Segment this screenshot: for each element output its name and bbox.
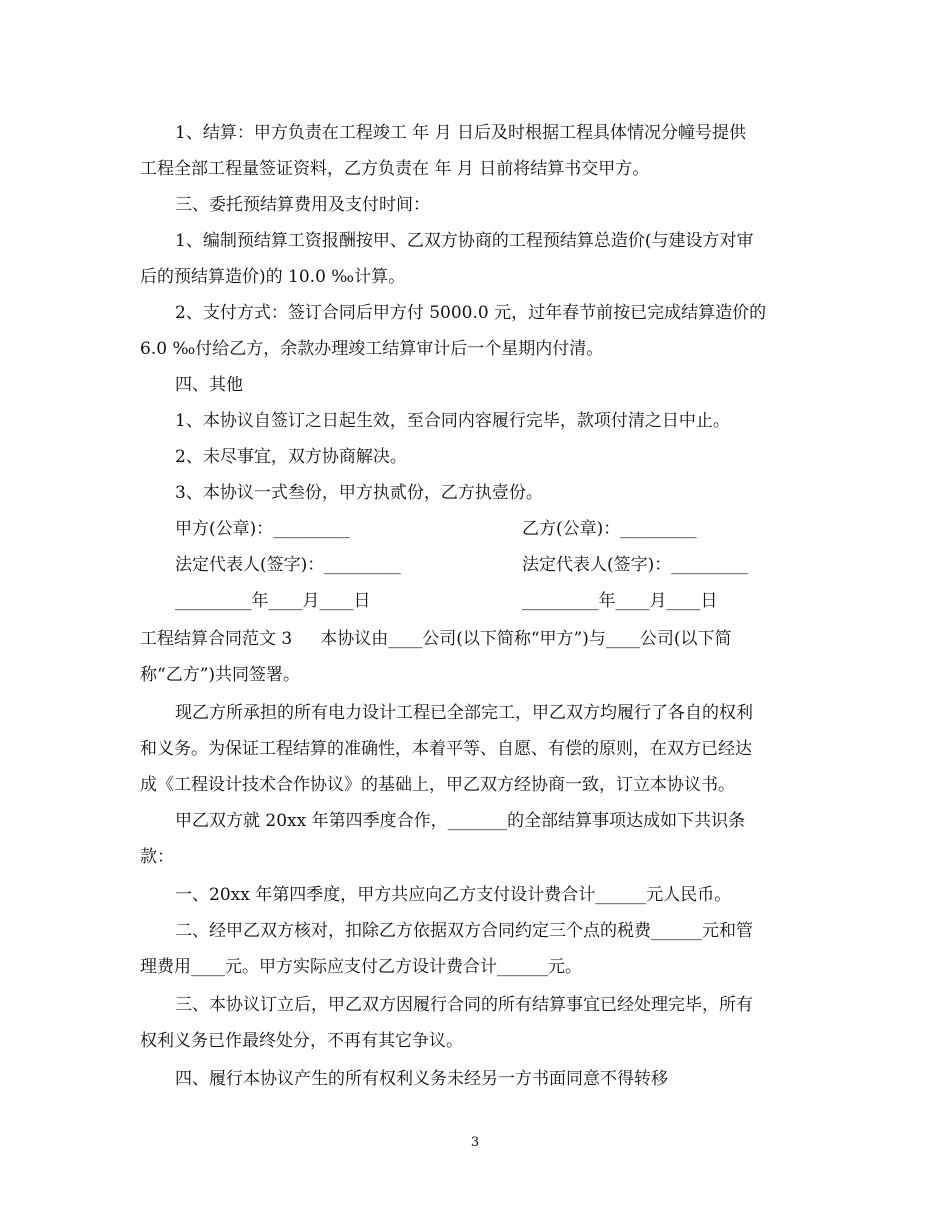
other-clause-3: 3、本协议一式叁份，甲方执贰份，乙方执壹份。 xyxy=(175,483,543,503)
party-b-representative: 法定代表人(签字)：_________ xyxy=(522,555,748,575)
body-line-10: 权利义务已作最终处分，不再有其它争议。 xyxy=(140,1031,463,1051)
settlement-clause-line-1: 1、结算：甲方负责在工程竣工 年 月 日后及时根据工程具体情况分幢号提供 xyxy=(175,123,747,143)
other-clause-2: 2、未尽事宜，双方协商解决。 xyxy=(175,447,407,467)
contract-intro-line-2: 称“乙方”)共同签署。 xyxy=(140,665,301,685)
page-number: 3 xyxy=(470,1135,480,1150)
payment-clause-line-2: 6.0 ‰付给乙方，余款办理竣工结算审计后一个星期内付清。 xyxy=(140,339,604,359)
body-line-7: 二、经甲乙双方核对，扣除乙方依据双方合同约定三个点的税费______元和管 xyxy=(175,921,753,941)
settlement-clause-line-2: 工程全部工程量签证资料，乙方负责在 年 月 日前将结算书交甲方。 xyxy=(140,159,650,179)
contract-intro-line-1 xyxy=(140,627,732,651)
body-line-2: 和义务。为保证工程结算的准确性，本着平等、自愿、有偿的原则，在双方已经达 xyxy=(140,739,752,759)
fee-clause-line-2: 后的预结算造价)的 10.0 ‰计算。 xyxy=(140,267,406,287)
body-line-8: 理费用____元。甲方实际应支付乙方设计费合计______元。 xyxy=(140,957,582,977)
section-heading: 工程结算合同范文 3 xyxy=(140,629,293,649)
party-b-date: _________年____月____日 xyxy=(522,591,718,611)
party-a-seal: 甲方(公章)：_________ xyxy=(175,519,350,539)
other-clause-1: 1、本协议自签订之日起生效，至合同内容履行完毕，款项付清之日中止。 xyxy=(175,411,730,431)
other-section-heading: 四、其他 xyxy=(175,375,243,395)
body-line-3: 成《工程设计技术合作协议》的基础上，甲乙双方经协商一致，订立本协议书。 xyxy=(140,775,735,795)
body-line-1: 现乙方所承担的所有电力设计工程已全部完工，甲乙双方均履行了各自的权利 xyxy=(175,703,753,723)
party-a-date: _________年____月____日 xyxy=(175,591,371,611)
body-line-4: 甲乙双方就 20xx 年第四季度合作，_______的全部结算事项达成如下共识条 xyxy=(175,811,746,831)
fee-clause-line-1: 1、编制预结算工资报酬按甲、乙双方协商的工程预结算总造价(与建设方对审 xyxy=(175,231,754,251)
party-b-seal: 乙方(公章)：_________ xyxy=(522,519,697,539)
body-line-6: 一、20xx 年第四季度，甲方共应向乙方支付设计费合计______元人民币。 xyxy=(175,885,732,905)
payment-clause-line-1: 2、支付方式：签订合同后甲方付 5000.0 元，过年春节前按已完成结算造价的 xyxy=(175,303,767,323)
party-a-representative: 法定代表人(签字)：_________ xyxy=(175,555,401,575)
body-line-11: 四、履行本协议产生的所有权利义务未经另一方书面同意不得转移 xyxy=(175,1069,668,1089)
body-line-5: 款： xyxy=(140,847,174,867)
contract-intro: 本协议由____公司(以下简称“甲方”)与____公司(以下简 xyxy=(320,629,732,649)
fee-section-heading: 三、委托预结算费用及支付时间： xyxy=(175,195,430,215)
body-line-9: 三、本协议订立后，甲乙双方因履行合同的所有结算事宜已经处理完毕，所有 xyxy=(175,995,753,1015)
